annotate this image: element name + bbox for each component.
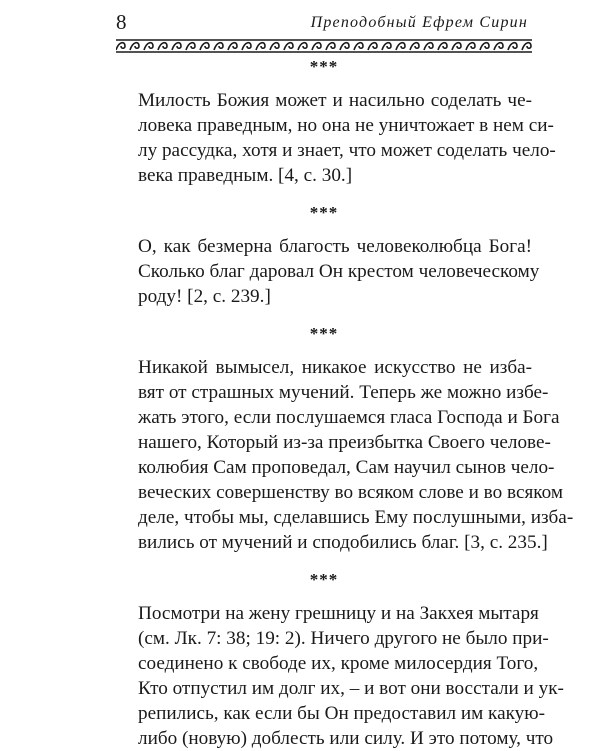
text-line: репились, как если бы Он предоставил им какую-: [138, 703, 545, 724]
ornament-curl: [382, 43, 391, 50]
text-line: лу рассудка, хотя и знает, что может соделать чело-: [138, 140, 556, 161]
ornament-curl: [396, 43, 405, 50]
ornament-curl: [312, 43, 321, 50]
text-line: Сколько благ даровал Он крестом человеческому: [138, 261, 540, 282]
text-line: Никакой вымысел, никакое искусство не изба-: [138, 357, 532, 378]
ornament-curl: [424, 43, 433, 50]
page-content: [116, 56, 574, 751]
text-line: веческих совершенству во всяком слове и во всяком: [138, 482, 564, 503]
section-separator: ***: [309, 203, 339, 222]
text-line: Кто отпустил им долг их, – и вот они восстали и ук-: [138, 678, 564, 699]
page-header: [116, 4, 530, 34]
text-line: либо (новую) доблесть или силу. И это потому, что: [138, 728, 554, 749]
ornament-curl: [326, 43, 335, 50]
ornament-curl: [130, 43, 139, 50]
text-line: жать этого, если послушаемся гласа Господа и Бога: [138, 407, 560, 428]
ornament-curl: [144, 43, 153, 50]
running-title: Преподобный Ефрем Сирин: [310, 14, 528, 31]
ornamental-border: [116, 38, 532, 54]
ornament-curl: [256, 43, 265, 50]
section-separator: ***: [309, 324, 339, 343]
page-number: 8: [116, 10, 127, 34]
text-line: Милость Божия может и насильно соделать че-: [138, 90, 532, 111]
text-line: (см. Лк. 7: 38; 19: 2). Ничего другого не было при-: [138, 628, 549, 649]
text-line: ловека праведным, но она не уничтожает в нем си-: [138, 115, 554, 136]
ornament-curl: [452, 43, 461, 50]
ornament-curl: [340, 43, 349, 50]
section-separator: ***: [309, 570, 339, 589]
text-line: соединено к свободе их, кроме милосердия Того,: [138, 653, 539, 674]
text-line: вились от мучений и сподобились благ. [3, с. 235.]: [138, 532, 548, 553]
text-line: века праведным. [4, с. 30.]: [138, 165, 353, 186]
ornament-curl: [494, 43, 503, 50]
ornament-curl: [410, 43, 419, 50]
text-line: О, как безмерна благость человеколюбца Бога!: [138, 236, 532, 257]
ornament-curl: [186, 43, 195, 50]
text-line: колюбия Сам проповедал, Сам научил сынов чело-: [138, 457, 555, 478]
ornament-curl: [354, 43, 363, 50]
ornament-curl: [284, 43, 293, 50]
ornament-curl: [368, 43, 377, 50]
ornament-curl: [172, 43, 181, 50]
ornament-curl: [298, 43, 307, 50]
ornament-curl: [242, 43, 251, 50]
paragraph-1: [116, 88, 556, 188]
text-line: нашего, Который из-за преизбытка Своего челове-: [138, 432, 551, 453]
text-line: деле, чтобы мы, сделавшись Ему послушными, изба-: [138, 507, 574, 528]
text-line: вят от страшных мучений. Теперь же можно избе-: [138, 382, 549, 403]
ornament-curl: [116, 43, 125, 50]
paragraph-2: [116, 234, 540, 309]
ornament-curl: [200, 43, 209, 50]
ornament-curl: [270, 43, 279, 50]
paragraph-4: [116, 601, 564, 751]
ornament-curl: [438, 43, 447, 50]
section-separator: ***: [309, 57, 339, 76]
ornament-curl: [228, 43, 237, 50]
ornament-curl: [466, 43, 475, 50]
ornament-curl: [480, 43, 489, 50]
paragraph-3: [116, 355, 574, 555]
ornament-curl: [214, 43, 223, 50]
ornament-curl: [522, 43, 531, 50]
ornament-curl: [158, 43, 167, 50]
ornament-curl: [508, 43, 517, 50]
text-line: роду! [2, с. 239.]: [138, 286, 271, 307]
text-line: Посмотри на жену грешницу и на Закхея мытаря: [138, 603, 539, 624]
